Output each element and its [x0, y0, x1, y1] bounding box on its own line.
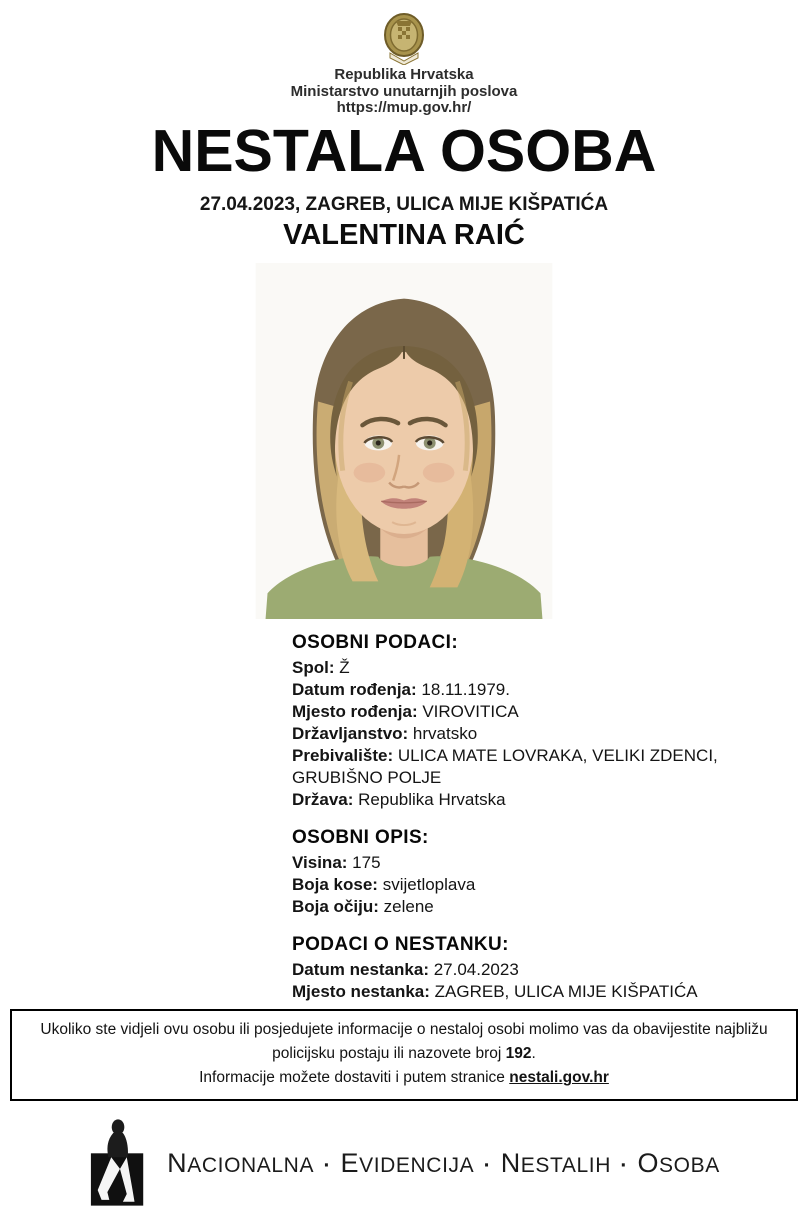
missing-person-photo — [255, 263, 553, 619]
header-country: Republika Hrvatska — [334, 66, 474, 83]
field-value: ZAGREB, ULICA MIJE KIŠPATIĆA — [429, 982, 698, 1002]
mup-coat-of-arms-icon — [380, 13, 428, 65]
notice-text-end: . — [531, 1045, 536, 1063]
field-value: ULICA MATE LOVRAKA, VELIKI ZDENCI, GRUBIŠNO POLJE — [292, 746, 718, 788]
field-value: Ž — [334, 658, 350, 678]
field-row — [292, 959, 778, 981]
field-value: Republika Hrvatska — [353, 790, 506, 810]
field-label: Prebivalište: — [292, 746, 394, 766]
field-row — [292, 657, 778, 679]
info-section — [292, 827, 778, 918]
field-label: Mjesto nestanka: — [292, 982, 430, 1002]
info-section — [292, 632, 778, 811]
section-heading: OSOBNI PODACI: — [292, 632, 459, 654]
field-label: Datum rođenja: — [292, 680, 417, 700]
field-label: Visina: — [292, 853, 348, 873]
field-row — [292, 874, 778, 896]
wordmark-separator: · — [317, 1153, 338, 1177]
header-ministry: Ministarstvo unutarnjih poslova — [290, 82, 518, 100]
field-row — [292, 701, 778, 723]
field-value: svijetloplava — [377, 875, 476, 895]
notice-text: Ukoliko ste vidjeli ovu osobu ili posjedujete informacije o nestaloj osobi molimo vas da obavijestite najbližu policijsku postaju ili nazovete broj — [40, 1021, 768, 1063]
field-row — [292, 789, 778, 811]
field-value: 18.11.1979. — [416, 680, 510, 700]
footer — [0, 1117, 808, 1209]
portrait-illustration — [255, 263, 553, 619]
wordmark-separator: · — [477, 1153, 498, 1177]
field-value: hrvatsko — [408, 724, 478, 744]
footer-wordmark — [167, 1148, 720, 1179]
wordmark-word: EVIDENCIJA — [340, 1147, 475, 1178]
walking-person-logo-icon — [88, 1117, 150, 1209]
wordmark-word: NACIONALNA — [167, 1147, 315, 1178]
field-label: Država: — [292, 790, 354, 810]
poster-title: NESTALA OSOBA — [151, 117, 657, 184]
wordmark-separator: · — [613, 1153, 635, 1177]
ministry-header — [0, 0, 808, 117]
website-link[interactable]: nestali.gov.hr — [509, 1069, 609, 1087]
field-row — [292, 896, 778, 918]
field-row — [292, 679, 778, 701]
field-value: 27.04.2023 — [428, 960, 519, 980]
section-heading: PODACI O NESTANKU: — [292, 934, 509, 956]
emergency-number: 192 — [505, 1045, 532, 1063]
field-row — [292, 981, 778, 1003]
field-label: Datum nestanka: — [292, 960, 429, 980]
notice-sentence-2 — [26, 1066, 782, 1090]
field-label: Državljanstvo: — [292, 724, 409, 744]
notice-box — [10, 1009, 798, 1101]
field-label: Boja kose: — [292, 875, 378, 895]
field-label: Mjesto rođenja: — [292, 702, 418, 722]
info-sections — [292, 632, 778, 1003]
notice-sentence-1 — [26, 1018, 782, 1066]
notice-text-2: Informacije možete dostaviti i putem stranice — [199, 1069, 510, 1087]
field-label: Spol: — [292, 658, 335, 678]
field-row — [292, 723, 778, 745]
incident-line: 27.04.2023, ZAGREB, ULICA MIJE KIŠPATIĆA — [199, 194, 609, 216]
field-row — [292, 745, 778, 789]
person-name: VALENTINA RAIĆ — [283, 219, 525, 252]
field-label: Boja očiju: — [292, 897, 379, 917]
wordmark-word: NESTALIH — [500, 1147, 611, 1178]
field-value: 175 — [347, 853, 381, 873]
header-website: https://mup.gov.hr/ — [336, 99, 472, 116]
field-value: zelene — [378, 897, 434, 917]
info-section — [292, 934, 778, 1003]
field-row — [292, 852, 778, 874]
wordmark-word: OSOBA — [637, 1147, 720, 1178]
section-heading: OSOBNI OPIS: — [292, 827, 429, 849]
field-value: VIROVITICA — [417, 702, 519, 722]
